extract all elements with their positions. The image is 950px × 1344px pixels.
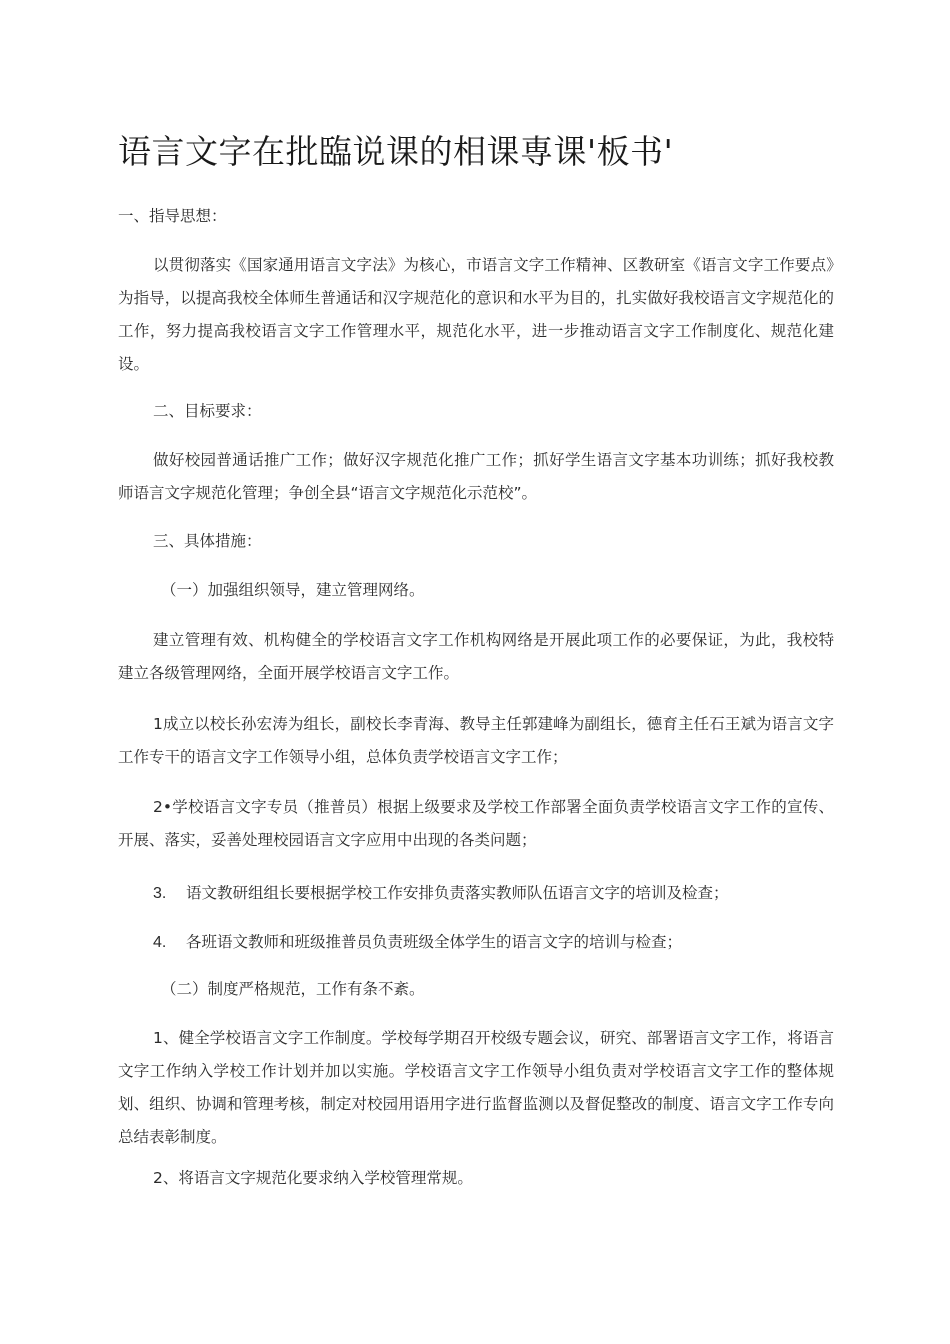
subsection-heading-organization: （一）加强组织领导，建立管理网络。 <box>161 581 425 599</box>
section-heading-measures: 三、具体措施： <box>153 532 262 550</box>
list-item-4 <box>118 926 834 959</box>
list-item-2: 2•学校语言文字专员（推普员）根据上级要求及学校工作部署全面负责学校语言文字工作的宣传、开展、落实，妥善处理校园语言文字应用中出现的各类问题； <box>118 798 834 849</box>
list-item-4-number: 4. <box>153 934 167 951</box>
list-item-1: 1成立以校长孙宏涛为组长，副校长李青海、教导主任郭建峰为副组长，德育主任石王斌为语言文字工作专干的语言文字工作领导小组，总体负责学校语言文字工作； <box>118 715 834 766</box>
paragraph-guiding-ideology: 以贯彻落实《国家通用语言文字法》为核心，市语言文字工作精神、区教研室《语言文字工作要点》为指导，以提高我校全体师生普通话和汉字规范化的意识和水平为目的，扎实做好我校语言文字规范化的工作，努力提高我校语言文字工作管理水平，规范化水平，进一步推动语言文字工作制度化、规范化建设。 <box>118 256 834 373</box>
paragraph-goals: 做好校园普通话推广工作；做好汉字规范化推广工作；抓好学生语言文字基本功训练；抓好我校教师语言文字规范化管理；争创全县“语言文字规范化示范校”。 <box>118 451 834 502</box>
document-title: 语言文字在批臨说课的相课専课'板书' <box>118 132 674 171</box>
paragraph-regulations-item-2: 2、将语言文字规范化要求纳入学校管理常规。 <box>153 1169 473 1187</box>
list-item-3-number: 3. <box>153 885 167 902</box>
list-item-4-text: 各班语文教师和班级推普员负责班级全体学生的语言文字的培训与检查； <box>186 933 683 951</box>
paragraph-organization-intro: 建立管理有效、机构健全的学校语言文字工作机构网络是开展此项工作的必要保证，为此，我校特建立各级管理网络，全面开展学校语言文字工作。 <box>118 631 834 682</box>
paragraph-regulations-item-1: 1、健全学校语言文字工作制度。学校每学期召开校级专题会议，研究、部署语言文字工作，将语言文字工作纳入学校工作计划并加以实施。学校语言文字工作领导小组负责对学校语言文字工作的整体规划、组织、协调和管理考核，制定对校园用语用字进行监督监测以及督促整改的制度、语言文字工作专向总结表彰制度。 <box>118 1029 834 1146</box>
section-heading-guiding-ideology: 一、指导思想： <box>118 207 227 225</box>
subsection-heading-regulations: （二）制度严格规范，工作有条不紊。 <box>161 980 425 998</box>
list-item-3 <box>118 877 834 910</box>
section-heading-goals: 二、目标要求： <box>153 402 262 420</box>
list-item-3-text: 语文教研组组长要根据学校工作安排负责落实教师队伍语言文字的培训及检查； <box>186 884 729 902</box>
